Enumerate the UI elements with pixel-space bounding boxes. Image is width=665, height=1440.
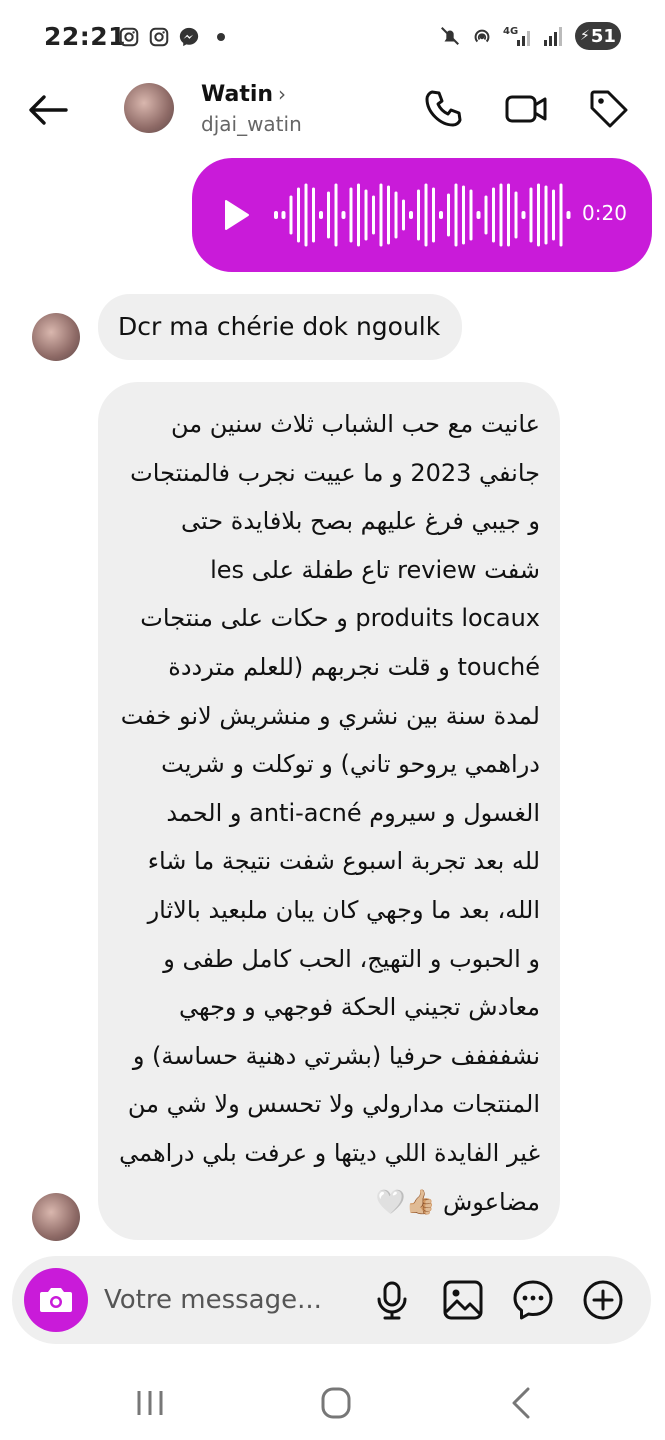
message-line: عانيت مع حب الشباب ثلاث سنين من	[170, 410, 540, 438]
audio-waveform[interactable]	[272, 178, 572, 252]
contact-username[interactable]: djai_watin	[201, 112, 302, 136]
home-icon[interactable]	[314, 1383, 358, 1423]
dot-icon	[216, 32, 226, 42]
sender-avatar[interactable]	[32, 1193, 80, 1241]
message-line: المنتجات مدارولي ولا تحسس ولا شي من	[127, 1090, 540, 1119]
message-input[interactable]	[104, 1280, 354, 1320]
camera-icon	[24, 1268, 88, 1332]
plus-icon[interactable]	[581, 1278, 625, 1322]
contact-avatar[interactable]	[124, 83, 174, 133]
message-text	[120, 400, 540, 1226]
mute-icon	[439, 25, 461, 47]
message-text: Dcr ma chérie dok ngoulk	[118, 312, 441, 341]
hotspot-icon	[471, 25, 493, 47]
voice-duration: 0:20	[582, 201, 627, 225]
instagram-icon	[118, 26, 140, 48]
message-line: جانفي 2023 و ما عييت نجرب فالمنتجات	[130, 458, 540, 487]
message-composer	[12, 1256, 651, 1344]
recent-apps-icon[interactable]	[128, 1383, 172, 1423]
contact-name[interactable]: Watin	[201, 82, 274, 107]
sender-avatar[interactable]	[32, 313, 80, 361]
back-arrow-icon[interactable]	[24, 86, 72, 134]
message-line: touché و قلت نجربهم (للعلم مترددة	[168, 652, 540, 681]
back-icon[interactable]	[500, 1383, 544, 1423]
system-nav-bar	[0, 1365, 665, 1440]
chat-header	[0, 78, 665, 144]
message-line: produits locaux و حكات على منتجات	[140, 604, 540, 633]
message-line: الله، بعد ما وجهي كان يبان ملبعيد بالاثار	[147, 895, 540, 924]
signal-icon	[543, 24, 565, 48]
message-bubble[interactable]	[98, 294, 462, 360]
phone-icon[interactable]	[420, 86, 466, 132]
message-line: دراهمي يروحو تاني) و توكلت و شريت	[161, 750, 540, 779]
message-bubble[interactable]	[98, 382, 560, 1240]
camera-button[interactable]	[24, 1268, 88, 1332]
4g-signal-icon	[503, 24, 533, 48]
microphone-icon[interactable]	[370, 1278, 414, 1322]
battery-level: 51	[590, 25, 616, 47]
status-system-icons	[439, 22, 621, 50]
voice-message-bubble[interactable]	[192, 158, 652, 272]
status-bar	[0, 0, 665, 78]
tag-icon[interactable]	[586, 86, 632, 132]
battery-indicator	[575, 22, 621, 50]
messenger-icon	[178, 26, 200, 48]
message-line: مضاعوش 👍🏼🤍	[375, 1187, 540, 1216]
message-line: لمدة سنة بين نشري و منشريش لانو خفت	[120, 701, 540, 730]
play-icon[interactable]	[222, 198, 252, 232]
gallery-icon[interactable]	[441, 1278, 485, 1322]
message-line: معادش تجيني الحكة فوجهي و وجهي	[179, 993, 540, 1022]
message-line: غير الفايدة اللي ديتها و عرفت بلي دراهمي	[119, 1138, 540, 1167]
message-line: شفت review تاع طفلة على les	[210, 555, 540, 584]
instagram-icon	[148, 26, 170, 48]
message-line: لله بعد تجربة اسبوع شفت نتيجة ما شاء	[147, 847, 540, 876]
status-notification-icons	[118, 26, 226, 48]
message-line: و الحبوب و التهيج، الحب كامل طفى و	[163, 944, 540, 973]
message-line: الغسول و سيروم anti-acné و الحمد	[166, 798, 540, 827]
video-icon[interactable]	[503, 86, 549, 132]
sticker-icon[interactable]	[511, 1278, 555, 1322]
charging-icon: ⚡	[580, 28, 590, 44]
svg-text:4G: 4G	[503, 26, 519, 37]
chevron-right-icon: ›	[278, 82, 286, 106]
message-line: نشفففف حرفيا (بشرتي دهنية حساسة) و	[132, 1041, 540, 1070]
status-time: 22:21	[44, 22, 127, 51]
message-line: و جيبي فرغ عليهم بصح بلافايدة حتى	[181, 507, 540, 536]
